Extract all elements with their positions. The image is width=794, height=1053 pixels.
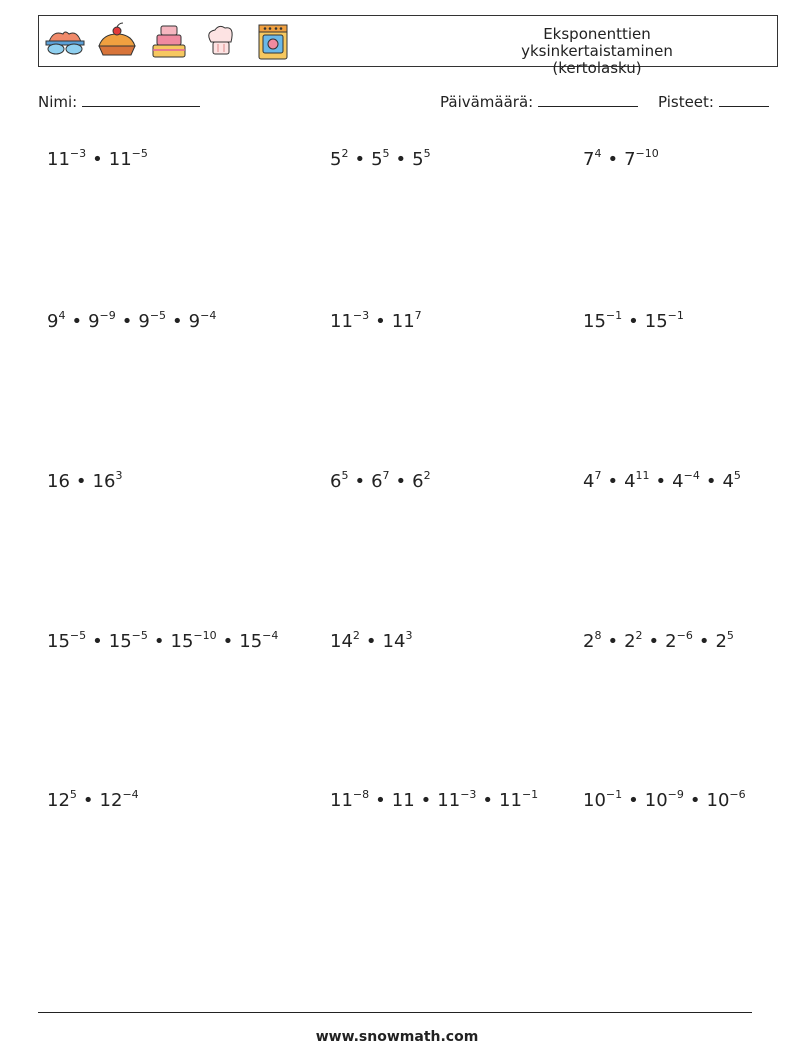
exponent: −10 [193, 629, 217, 642]
base: 10 [583, 790, 606, 811]
base: 6 [371, 471, 383, 492]
multiply-dot: • [82, 790, 94, 811]
exponent: 7 [594, 469, 602, 482]
multiply-dot: • [648, 631, 660, 652]
base: 5 [371, 149, 383, 170]
base: 4 [672, 471, 684, 492]
exponent: 2 [635, 629, 643, 642]
exponent: 2 [423, 469, 431, 482]
multiply-dot: • [172, 311, 183, 332]
base: 11 [108, 149, 132, 170]
exponent: 4 [58, 309, 66, 322]
exponent: 5 [341, 469, 349, 482]
exponent: 7 [382, 469, 390, 482]
multiply-dot: • [607, 149, 619, 170]
exponent: 5 [69, 788, 77, 801]
base: 6 [330, 471, 342, 492]
base: 6 [412, 471, 424, 492]
base: 11 [391, 790, 415, 811]
base: 12 [47, 790, 70, 811]
score-field[interactable] [658, 92, 769, 111]
exponent: −1 [605, 788, 623, 801]
worksheet-title [467, 26, 727, 77]
multiply-dot: • [354, 149, 366, 170]
score-blank[interactable] [719, 92, 769, 107]
multiply-dot: • [365, 631, 377, 652]
name-field[interactable] [38, 92, 200, 111]
exponent: −5 [149, 309, 167, 322]
base: 10 [706, 790, 730, 811]
base: 2 [624, 631, 636, 652]
problem-14 [330, 789, 538, 811]
footer-url: www.snowmath.com [315, 1029, 479, 1045]
layer-cake-icon [147, 22, 191, 62]
base: 14 [330, 631, 353, 652]
multiply-dot: • [655, 471, 667, 492]
multiply-dot: • [698, 631, 710, 652]
header-icons [43, 22, 295, 62]
problem-4 [47, 310, 216, 332]
exponent: −6 [676, 629, 693, 642]
exponent: −1 [521, 788, 539, 801]
exponent: −5 [131, 629, 148, 642]
exponent: 5 [382, 147, 390, 160]
problem-7 [47, 470, 122, 492]
base: 15 [47, 631, 70, 652]
base: 9 [47, 311, 59, 332]
base: 2 [583, 631, 595, 652]
base: 5 [412, 149, 424, 170]
base: 7 [624, 149, 636, 170]
problem-6 [583, 310, 684, 332]
base: 11 [391, 311, 415, 332]
exponent: 5 [733, 469, 741, 482]
base: 11 [330, 790, 353, 811]
exponent: 2 [341, 147, 349, 160]
date-field[interactable] [440, 92, 638, 111]
footer-divider [38, 1012, 752, 1013]
base: 11 [499, 790, 522, 811]
multiply-dot: • [628, 790, 639, 811]
exponent: −9 [667, 788, 684, 801]
multiply-dot: • [375, 790, 386, 811]
exponent: −4 [262, 629, 279, 642]
problem-9 [583, 470, 741, 492]
base: 9 [138, 311, 150, 332]
exponent: 7 [414, 309, 422, 322]
base: 15 [239, 631, 263, 652]
base: 15 [644, 311, 668, 332]
base: 16 [92, 471, 116, 492]
exponent: 5 [726, 629, 734, 642]
multiply-dot: • [71, 311, 83, 332]
problem-5 [330, 310, 422, 332]
exponent: −9 [99, 309, 116, 322]
date-blank[interactable] [538, 92, 638, 107]
problem-15 [583, 789, 746, 811]
base: 9 [188, 311, 201, 332]
header-box [38, 15, 778, 77]
exponent: −3 [69, 147, 87, 160]
score-label: Pisteet: [658, 93, 714, 111]
multiply-dot: • [395, 149, 407, 170]
multiply-dot: • [705, 471, 717, 492]
base: 2 [715, 631, 727, 652]
multiply-dot: • [375, 311, 386, 332]
exponent: −1 [605, 309, 623, 322]
multiply-dot: • [689, 790, 701, 811]
multiply-dot: • [121, 311, 133, 332]
base: 4 [722, 471, 734, 492]
exponent: 5 [423, 147, 431, 160]
problem-2 [330, 148, 431, 170]
cherry-pie-icon [95, 22, 139, 62]
problem-3 [583, 148, 659, 170]
multiply-dot: • [354, 471, 366, 492]
multiply-dot: • [420, 790, 432, 811]
base: 4 [583, 471, 595, 492]
exponent: −3 [460, 788, 477, 801]
multiply-dot: • [92, 149, 103, 170]
base: 15 [170, 631, 194, 652]
problem-13 [47, 789, 139, 811]
problem-12 [583, 630, 734, 652]
base: 2 [665, 631, 677, 652]
multiply-dot: • [75, 471, 87, 492]
problem-1 [47, 148, 148, 170]
exponent: −4 [200, 309, 217, 322]
exponent: 11 [635, 469, 650, 482]
problem-11 [330, 630, 412, 652]
exponent: −6 [729, 788, 746, 801]
base: 5 [330, 149, 342, 170]
exponent: −4 [683, 469, 700, 482]
exponent: −1 [667, 309, 684, 322]
multiply-dot: • [153, 631, 165, 652]
base: 11 [330, 311, 353, 332]
exponent: −4 [122, 788, 139, 801]
base: 11 [437, 790, 461, 811]
base: 12 [99, 790, 123, 811]
title-line-2: (kertolasku) [552, 59, 642, 77]
title-line-1: Eksponenttien yksinkertaistaminen [521, 25, 673, 60]
base: 9 [88, 311, 100, 332]
exponent: 3 [405, 629, 413, 642]
multiply-dot: • [395, 471, 407, 492]
exponent: 4 [594, 147, 602, 160]
problem-8 [330, 470, 431, 492]
base: 7 [583, 149, 595, 170]
oven-icon [251, 22, 295, 62]
chef-hat-icon [199, 22, 243, 62]
base: 10 [644, 790, 668, 811]
goggles-icon [43, 22, 87, 62]
exponent: −5 [131, 147, 148, 160]
exponent: 2 [352, 629, 360, 642]
name-blank[interactable] [82, 92, 200, 107]
exponent: 8 [594, 629, 602, 642]
problem-10 [47, 630, 278, 652]
multiply-dot: • [607, 471, 619, 492]
multiply-dot: • [607, 631, 619, 652]
exponent: 3 [115, 469, 123, 482]
base: 11 [47, 149, 70, 170]
exponent: −8 [352, 788, 370, 801]
exponent: −5 [69, 629, 87, 642]
multiply-dot: • [628, 311, 639, 332]
exponent: −3 [352, 309, 370, 322]
date-label: Päivämäärä: [440, 93, 534, 111]
name-label: Nimi: [38, 93, 78, 111]
base: 4 [624, 471, 636, 492]
multiply-dot: • [92, 631, 103, 652]
multiply-dot: • [222, 631, 234, 652]
base: 15 [583, 311, 606, 332]
base: 16 [47, 471, 70, 492]
base: 15 [108, 631, 132, 652]
base: 14 [382, 631, 406, 652]
multiply-dot: • [482, 790, 494, 811]
exponent: −10 [635, 147, 659, 160]
